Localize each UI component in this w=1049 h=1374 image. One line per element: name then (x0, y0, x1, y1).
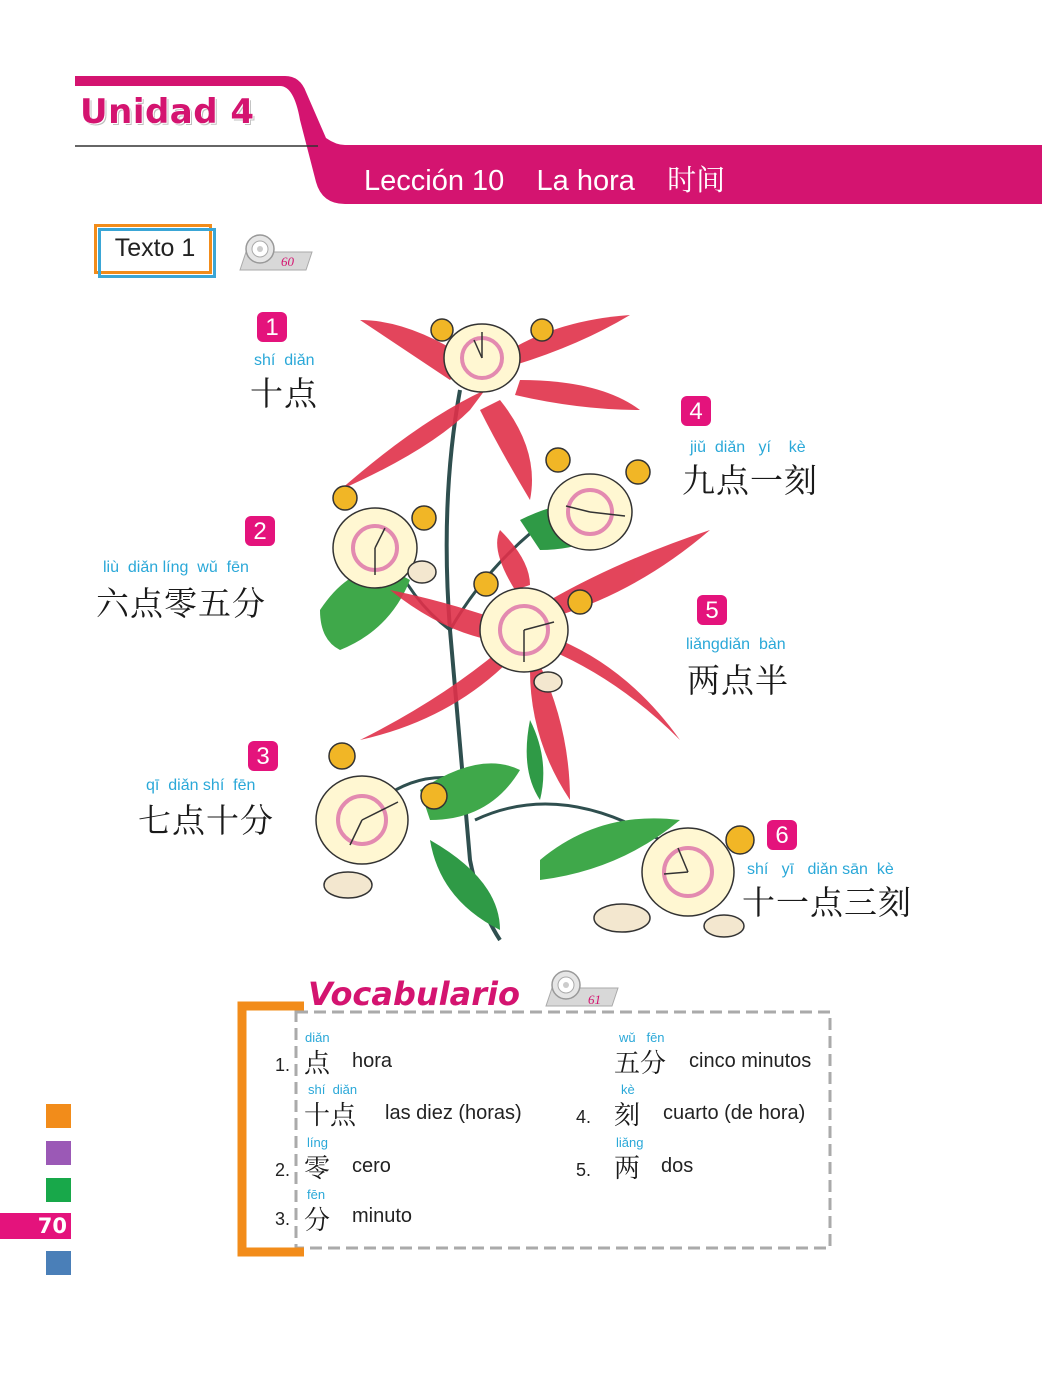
item-6-hanzi: 十一点三刻 (742, 883, 912, 922)
clock-3 (316, 743, 447, 898)
vocab-2-number: 2. (275, 1160, 291, 1180)
vocab-5-meaning: dos (661, 1155, 694, 1177)
vocab-5-hanzi: 两 (614, 1154, 641, 1184)
page-number: 70 (0, 1213, 71, 1239)
vocab-3-meaning: minuto (352, 1205, 413, 1227)
texto-label: Texto 1 (114, 234, 196, 262)
item-4-hanzi: 九点一刻 (682, 461, 818, 500)
vocab-3-pinyin: fēn (307, 1187, 326, 1202)
side-tab-green (46, 1178, 71, 1202)
item-1-pinyin: shí diǎn (254, 352, 315, 369)
vocab-5-pinyin: liǎng (616, 1135, 644, 1150)
item-5-hanzi: 两点半 (687, 661, 789, 700)
texto-label-box (94, 224, 216, 276)
vocab-1-meaning: hora (352, 1050, 393, 1072)
item-5-pinyin: liǎngdiǎn bàn (686, 636, 786, 653)
item-3-hanzi: 七点十分 (138, 801, 274, 840)
item-4-number: 4 (681, 396, 711, 426)
vocab-5-number: 5. (576, 1160, 592, 1180)
item-1-hanzi: 十点 (250, 374, 318, 413)
vocab-1-number: 1. (275, 1055, 291, 1075)
vocab-4-hanzi: 刻 (614, 1101, 641, 1131)
vocab-1b-hanzi: 十点 (304, 1101, 357, 1131)
side-tab-orange (46, 1104, 71, 1128)
vocab-1b-meaning: las diez (horas) (385, 1102, 522, 1124)
item-1-number: 1 (257, 312, 287, 342)
vocab-1-hanzi: 点 (304, 1049, 331, 1079)
vocab-title: Vocabulario (308, 975, 520, 1013)
item-6-number: 6 (767, 820, 797, 850)
vocab-4-pinyin: kè (621, 1082, 635, 1097)
vocab-4-number: 4. (576, 1107, 592, 1127)
item-5-number: 5 (697, 595, 727, 625)
vocab-4-meaning: cuarto (de hora) (663, 1102, 806, 1124)
vocab-3b-meaning: cinco minutos (689, 1050, 812, 1072)
vocab-2-hanzi: 零 (304, 1154, 331, 1184)
lesson-title: Lección 10 La hora 时间 (364, 165, 726, 197)
item-3-pinyin: qī diǎn shí fēn (146, 777, 256, 794)
vocab-cd-track-number: 61 (588, 992, 601, 1007)
vocab-3-hanzi: 分 (304, 1206, 331, 1236)
unit-title: Unidad 4 (80, 92, 255, 132)
item-4-pinyin: jiǔ diǎn yí kè (690, 439, 806, 456)
item-2-pinyin: liù diǎn líng wǔ fēn (103, 559, 249, 576)
vocab-3b-pinyin: wǔ fēn (619, 1030, 665, 1045)
item-6-pinyin: shí yī diǎn sān kè (747, 861, 894, 878)
item-2-number: 2 (245, 516, 275, 546)
vocab-3-number: 3. (275, 1209, 291, 1229)
item-2-hanzi: 六点零五分 (96, 584, 266, 623)
clock-4 (546, 448, 650, 550)
clock-2 (333, 486, 436, 588)
cd-track-number: 60 (281, 254, 294, 269)
vocab-1-pinyin: diǎn (305, 1030, 330, 1045)
vocab-1b-pinyin: shí diǎn (308, 1082, 358, 1097)
vocab-2-pinyin: líng (307, 1135, 328, 1150)
vocab-3b-hanzi: 五分 (614, 1049, 667, 1079)
cd-icon[interactable] (232, 232, 316, 274)
side-tab-blue (46, 1251, 71, 1275)
item-3-number: 3 (248, 741, 278, 771)
side-tab-purple (46, 1141, 71, 1165)
vocab-2-meaning: cero (352, 1155, 391, 1177)
